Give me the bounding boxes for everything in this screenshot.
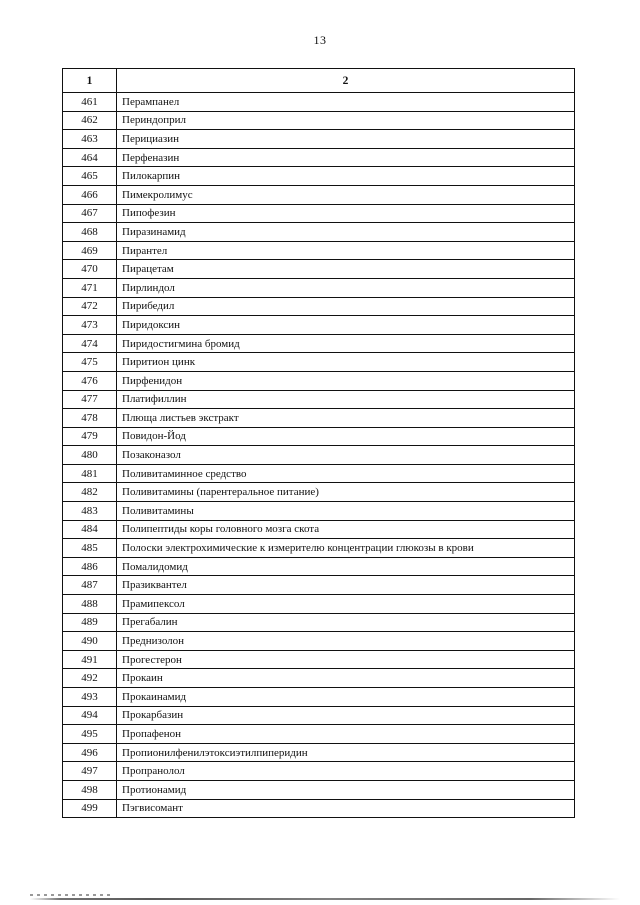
- row-number-cell: 498: [63, 780, 117, 799]
- table-row: [63, 557, 575, 576]
- drug-name-cell: Пирацетам: [117, 260, 575, 279]
- row-number-cell: 485: [63, 539, 117, 558]
- row-number-cell: 480: [63, 446, 117, 465]
- row-number-cell: 462: [63, 111, 117, 130]
- drug-name-cell: Пимекролимус: [117, 185, 575, 204]
- row-number-cell: 488: [63, 595, 117, 614]
- row-number-cell: 468: [63, 223, 117, 242]
- row-number-cell: 475: [63, 353, 117, 372]
- drug-name-cell: Пиразинамид: [117, 223, 575, 242]
- table-row: [63, 297, 575, 316]
- drug-name-cell: Поливитамины (парентеральное питание): [117, 483, 575, 502]
- drug-name-cell: Полипептиды коры головного мозга скота: [117, 520, 575, 539]
- row-number-cell: 486: [63, 557, 117, 576]
- row-number-cell: 487: [63, 576, 117, 595]
- drug-name-cell: Прогестерон: [117, 650, 575, 669]
- row-number-cell: 476: [63, 371, 117, 390]
- row-number-cell: 466: [63, 185, 117, 204]
- drug-name-cell: Празиквантел: [117, 576, 575, 595]
- table-row: [63, 409, 575, 428]
- table-row: [63, 167, 575, 186]
- table-row: [63, 576, 575, 595]
- drug-name-cell: Прегабалин: [117, 613, 575, 632]
- row-number-cell: 464: [63, 148, 117, 167]
- table-row: [63, 241, 575, 260]
- table-header: [63, 69, 575, 93]
- table-row: [63, 204, 575, 223]
- drug-name-cell: Пилокарпин: [117, 167, 575, 186]
- row-number-cell: 471: [63, 278, 117, 297]
- table-row: [63, 780, 575, 799]
- row-number-cell: 497: [63, 762, 117, 781]
- row-number-cell: 489: [63, 613, 117, 632]
- page-number: 13: [313, 33, 327, 47]
- drug-name-cell: Пиридостигмина бромид: [117, 334, 575, 353]
- drug-name-cell: Прокаин: [117, 669, 575, 688]
- row-number-cell: 463: [63, 130, 117, 149]
- row-number-cell: 490: [63, 632, 117, 651]
- row-number-cell: 496: [63, 743, 117, 762]
- drug-name-cell: Позаконазол: [117, 446, 575, 465]
- drug-name-cell: Пропафенон: [117, 725, 575, 744]
- drug-name-cell: Преднизолон: [117, 632, 575, 651]
- row-number-cell: 467: [63, 204, 117, 223]
- table-row: [63, 130, 575, 149]
- row-number-cell: 494: [63, 706, 117, 725]
- row-number-cell: 491: [63, 650, 117, 669]
- drug-name-cell: Прокаинамид: [117, 688, 575, 707]
- table-row: [63, 650, 575, 669]
- table-row: [63, 706, 575, 725]
- drug-name-cell: Протионамид: [117, 780, 575, 799]
- table-row: [63, 520, 575, 539]
- row-number-cell: 469: [63, 241, 117, 260]
- row-number-cell: 482: [63, 483, 117, 502]
- drug-name-cell: Пирлиндол: [117, 278, 575, 297]
- table-row: [63, 185, 575, 204]
- drug-name-cell: Пирибедил: [117, 297, 575, 316]
- table-row: [63, 669, 575, 688]
- drug-name-cell: Поливитамины: [117, 502, 575, 521]
- row-number-cell: 479: [63, 427, 117, 446]
- table-row: [63, 502, 575, 521]
- row-number-cell: 472: [63, 297, 117, 316]
- drug-name-cell: Плюща листьев экстракт: [117, 409, 575, 428]
- table-row: [63, 334, 575, 353]
- table-row: [63, 371, 575, 390]
- drug-name-cell: Полоски электрохимические к измерителю концентрации глюкозы в крови: [117, 539, 575, 558]
- drug-name-cell: Платифиллин: [117, 390, 575, 409]
- table-row: [63, 390, 575, 409]
- table-row: [63, 148, 575, 167]
- drug-name-cell: Прамипексол: [117, 595, 575, 614]
- row-number-cell: 481: [63, 464, 117, 483]
- row-number-cell: 461: [63, 93, 117, 112]
- drug-name-cell: Пипофезин: [117, 204, 575, 223]
- table-row: [63, 446, 575, 465]
- column-header-1: 1: [63, 69, 117, 93]
- row-number-cell: 493: [63, 688, 117, 707]
- row-number-cell: 474: [63, 334, 117, 353]
- table-row: [63, 464, 575, 483]
- table-row: [63, 632, 575, 651]
- table-row: [63, 353, 575, 372]
- table-row: [63, 427, 575, 446]
- row-number-cell: 483: [63, 502, 117, 521]
- row-number-cell: 465: [63, 167, 117, 186]
- table-row: [63, 743, 575, 762]
- table-row: [63, 613, 575, 632]
- table-row: [63, 688, 575, 707]
- column-header-2: 2: [117, 69, 575, 93]
- table-row: [63, 762, 575, 781]
- drug-name-cell: Пропионилфенилэтоксиэтилпиперидин: [117, 743, 575, 762]
- drug-name-cell: Перампанел: [117, 93, 575, 112]
- table-row: [63, 260, 575, 279]
- drug-name-cell: Периндоприл: [117, 111, 575, 130]
- drug-name-cell: Поливитаминное средство: [117, 464, 575, 483]
- table-row: [63, 93, 575, 112]
- row-number-cell: 477: [63, 390, 117, 409]
- table-row: [63, 278, 575, 297]
- table-body: [63, 93, 575, 818]
- table-header-row: [63, 69, 575, 93]
- drug-name-cell: Пиридоксин: [117, 316, 575, 335]
- drug-name-cell: Перфеназин: [117, 148, 575, 167]
- drug-list-table: [62, 68, 575, 818]
- drug-name-cell: Помалидомид: [117, 557, 575, 576]
- row-number-cell: 470: [63, 260, 117, 279]
- scan-artifact-line: [30, 898, 620, 900]
- row-number-cell: 484: [63, 520, 117, 539]
- table-row: [63, 111, 575, 130]
- row-number-cell: 478: [63, 409, 117, 428]
- row-number-cell: 499: [63, 799, 117, 818]
- drug-name-cell: Пирантел: [117, 241, 575, 260]
- drug-name-cell: Пирфенидон: [117, 371, 575, 390]
- drug-name-cell: Пропранолол: [117, 762, 575, 781]
- drug-name-cell: Перициазин: [117, 130, 575, 149]
- table-row: [63, 483, 575, 502]
- row-number-cell: 495: [63, 725, 117, 744]
- drug-name-cell: Прокарбазин: [117, 706, 575, 725]
- table-row: [63, 799, 575, 818]
- drug-name-cell: Пиритион цинк: [117, 353, 575, 372]
- scan-artifact-dots: [30, 894, 110, 896]
- table-row: [63, 539, 575, 558]
- drug-name-cell: Повидон-Йод: [117, 427, 575, 446]
- table-row: [63, 595, 575, 614]
- row-number-cell: 473: [63, 316, 117, 335]
- table-row: [63, 223, 575, 242]
- row-number-cell: 492: [63, 669, 117, 688]
- drug-name-cell: Пэгвисомант: [117, 799, 575, 818]
- table-row: [63, 725, 575, 744]
- table-row: [63, 316, 575, 335]
